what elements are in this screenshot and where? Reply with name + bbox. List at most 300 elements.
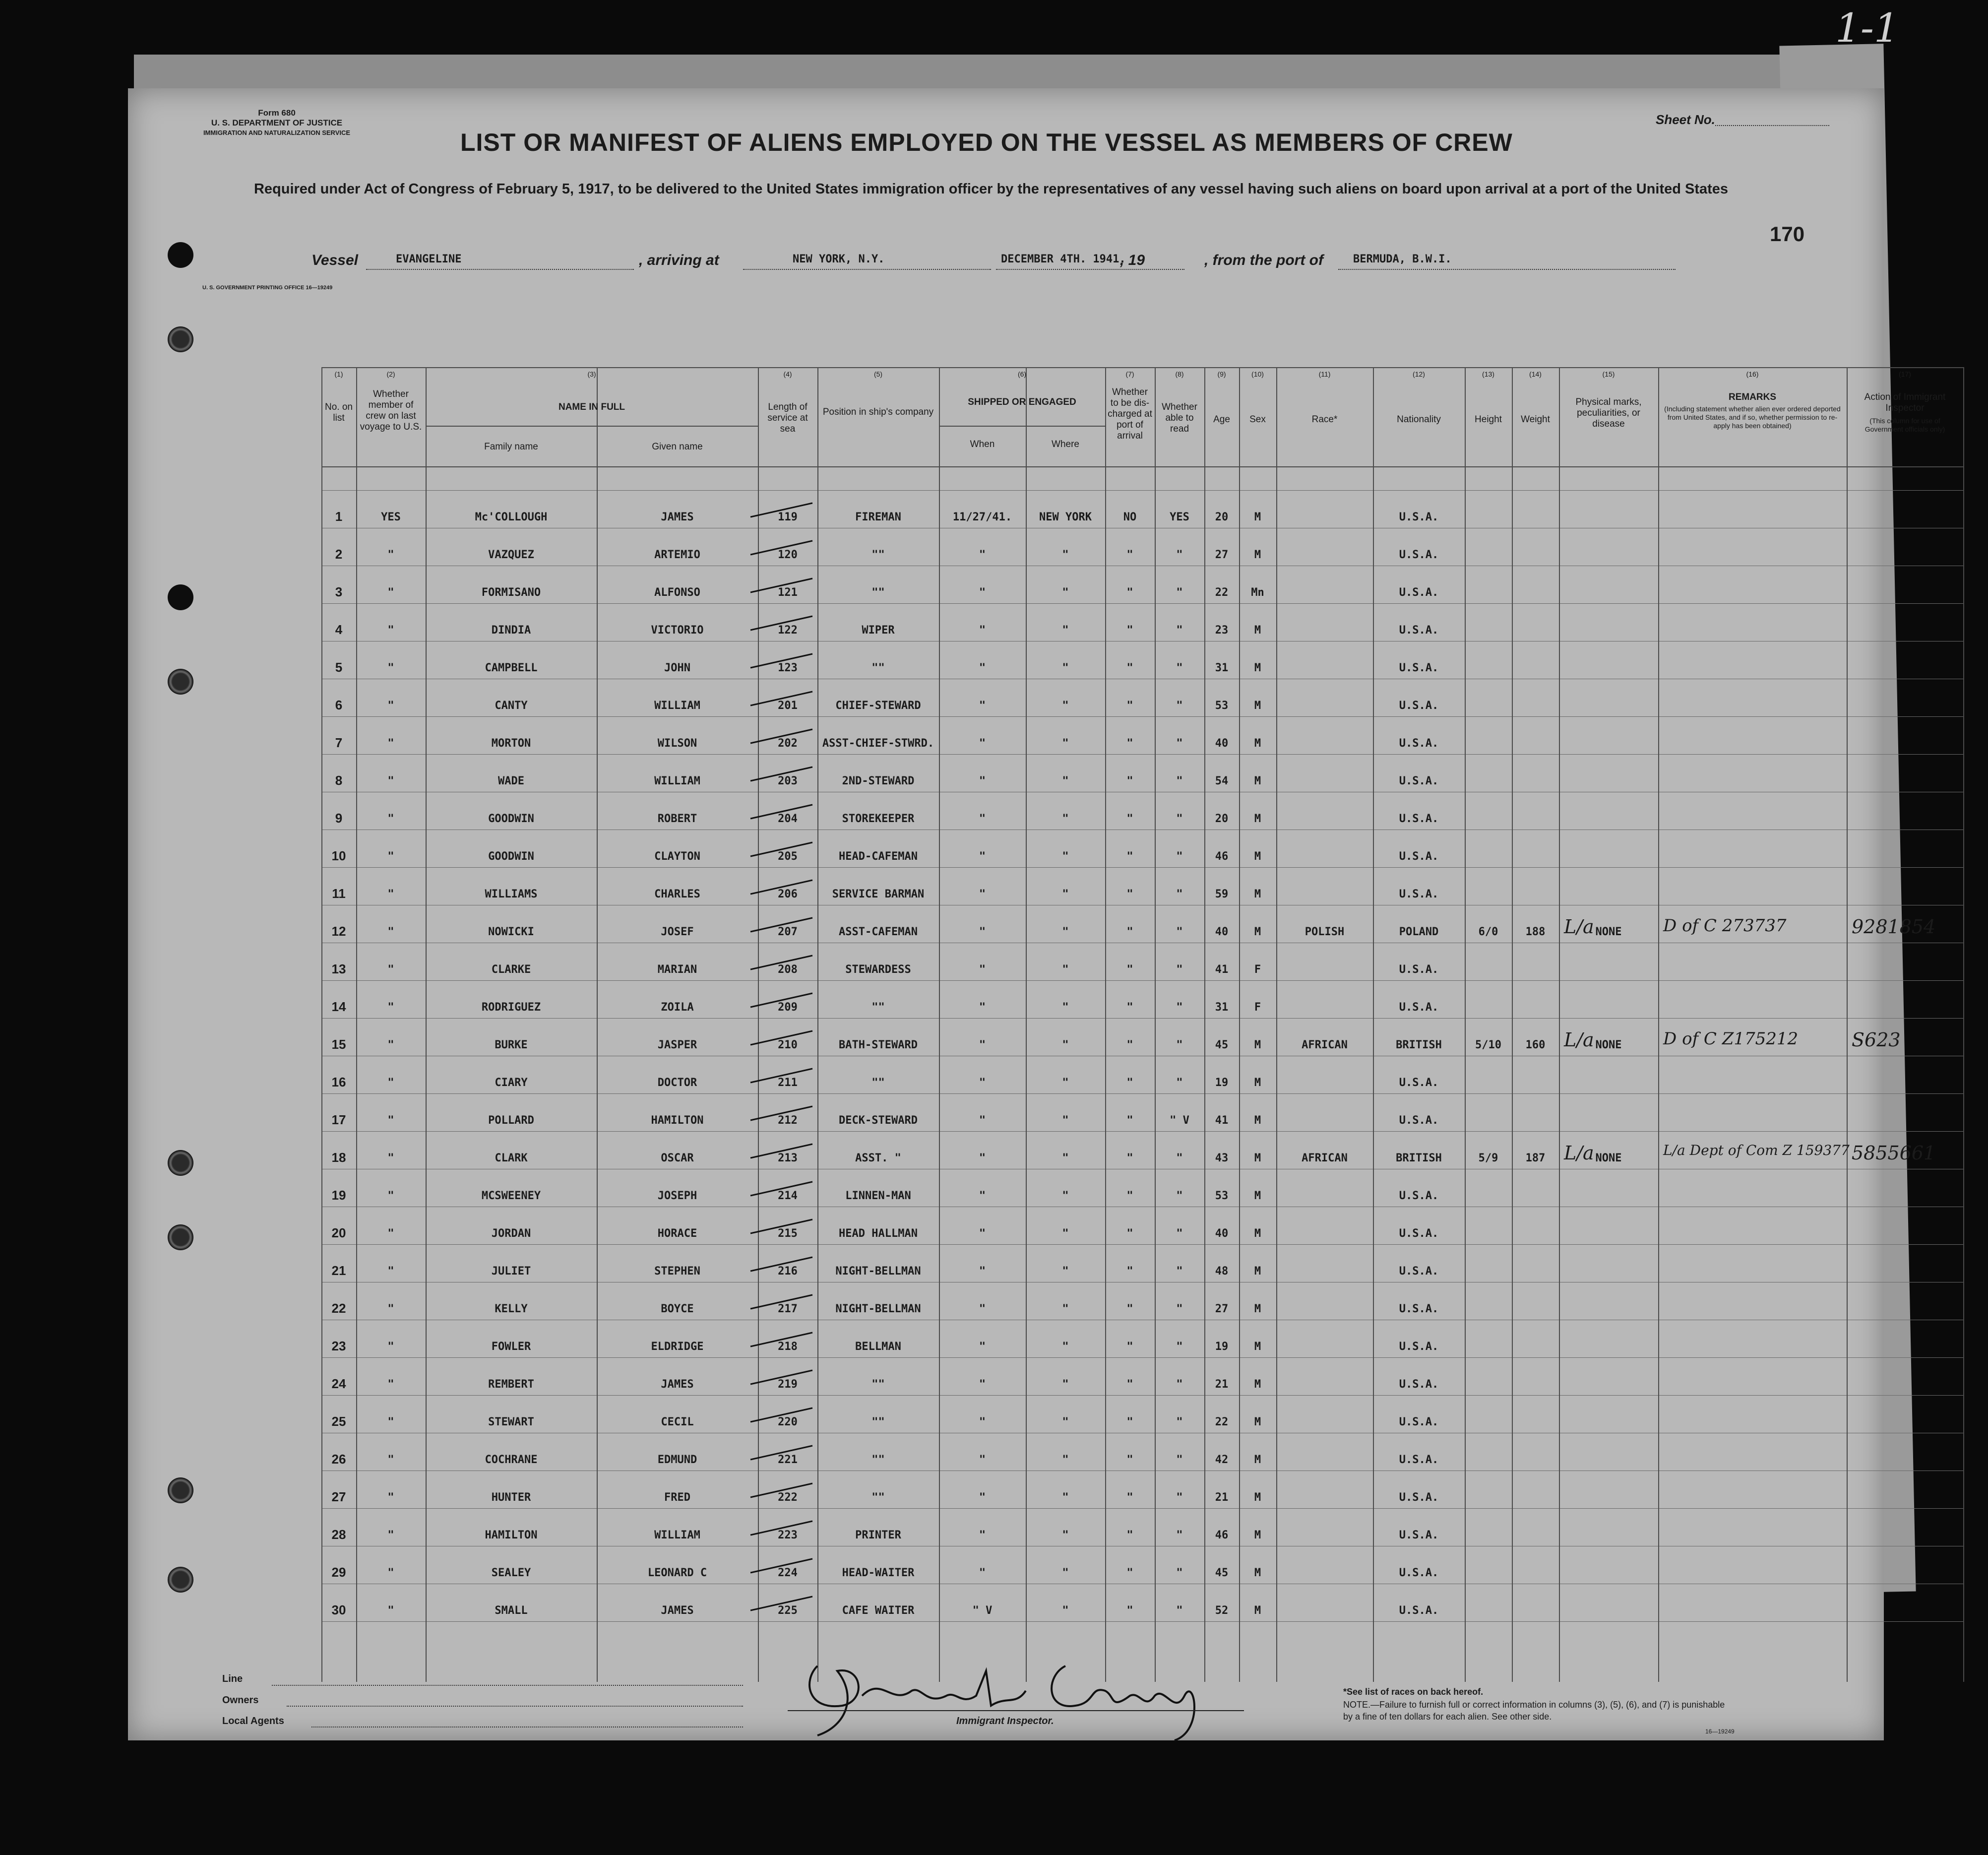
cell-no: 23 xyxy=(331,1339,346,1353)
cell-read: " xyxy=(1176,1529,1183,1541)
cell-service: 202 xyxy=(778,737,798,750)
cell-sex: M xyxy=(1254,1567,1261,1579)
cell-given: JASPER xyxy=(657,1039,697,1051)
check-mark xyxy=(748,576,817,595)
header-no-on-list: No. on list xyxy=(325,402,353,423)
cell-age: 40 xyxy=(1215,737,1229,750)
cell-physical: NONE xyxy=(1595,1039,1622,1051)
column-number: (4) xyxy=(783,370,792,378)
binder-hole xyxy=(168,1224,193,1250)
cell-age: 53 xyxy=(1215,700,1229,712)
cell-sex: M xyxy=(1254,737,1261,750)
cell-discharged: " xyxy=(1126,1114,1133,1127)
cell-member: " xyxy=(387,1001,394,1014)
cell-position: STEWARDESS xyxy=(845,963,911,976)
cell-read: " xyxy=(1176,888,1183,900)
cell-discharged: " xyxy=(1126,1529,1133,1541)
cell-member: " xyxy=(387,1454,394,1466)
header-able-read: Whether able to read xyxy=(1162,402,1197,434)
check-mark xyxy=(748,651,817,671)
handwritten-action-15: S623 xyxy=(1852,1029,1901,1051)
cell-member: " xyxy=(387,586,394,599)
column-number: (14) xyxy=(1529,370,1542,378)
cell-position: HEAD-WAITER xyxy=(842,1567,915,1579)
cell-sex: M xyxy=(1254,1416,1261,1428)
column-number: (8) xyxy=(1175,370,1184,378)
cell-when: " xyxy=(979,1265,986,1278)
cell-family: GOODWIN xyxy=(488,813,534,825)
cell-age: 21 xyxy=(1215,1491,1229,1504)
cell-member: " xyxy=(387,850,394,863)
cell-discharged: " xyxy=(1126,1454,1133,1466)
cell-given: FRED xyxy=(664,1491,690,1504)
cell-service: 206 xyxy=(778,888,798,900)
line-field xyxy=(272,1685,743,1686)
column-rule xyxy=(817,367,818,1682)
cell-nationality: U.S.A. xyxy=(1399,1604,1439,1617)
column-rule xyxy=(1963,367,1964,1682)
row-rule xyxy=(321,1357,1963,1358)
row-rule xyxy=(321,1621,1963,1622)
cell-age: 46 xyxy=(1215,1529,1229,1541)
cell-given: OSCAR xyxy=(661,1152,694,1164)
cell-family: SMALL xyxy=(495,1604,528,1617)
local-agents-label: Local Agents xyxy=(222,1716,284,1727)
cell-given: HAMILTON xyxy=(651,1114,704,1127)
column-number: (17) xyxy=(1899,370,1911,378)
cell-age: 20 xyxy=(1215,813,1229,825)
check-mark xyxy=(748,613,817,633)
cell-given: WILLIAM xyxy=(654,775,700,787)
cell-family: SEALEY xyxy=(491,1567,531,1579)
column-number: (13) xyxy=(1482,370,1494,378)
cell-no: 6 xyxy=(335,698,343,712)
check-mark xyxy=(748,1556,817,1576)
row-rule xyxy=(321,1244,1963,1245)
header-position: Position in ship's company xyxy=(822,407,934,417)
cell-given: CHARLES xyxy=(654,888,700,900)
cell-sex: F xyxy=(1254,963,1261,976)
cell-where: " xyxy=(1062,1416,1069,1428)
cell-where: " xyxy=(1062,1454,1069,1466)
cell-read: " xyxy=(1176,775,1183,787)
cell-service: 217 xyxy=(778,1303,798,1315)
from-port-line xyxy=(1338,269,1676,270)
cell-nationality: U.S.A. xyxy=(1399,1491,1439,1504)
cell-age: 53 xyxy=(1215,1190,1229,1202)
owners-field xyxy=(287,1706,743,1707)
cell-no: 18 xyxy=(331,1150,346,1165)
cell-discharged: " xyxy=(1126,1190,1133,1202)
cell-no: 5 xyxy=(335,660,343,675)
cell-no: 1 xyxy=(335,509,343,524)
cell-given: JOSEPH xyxy=(657,1190,697,1202)
cell-family: CANTY xyxy=(495,700,528,712)
cell-no: 2 xyxy=(335,547,343,562)
cell-service: 219 xyxy=(778,1378,798,1391)
cell-read: " xyxy=(1176,1303,1183,1315)
cell-when: " xyxy=(979,1114,986,1127)
cell-sex: M xyxy=(1254,1190,1261,1202)
owners-label: Owners xyxy=(222,1695,259,1706)
cell-where: " xyxy=(1062,1077,1069,1089)
cell-no: 12 xyxy=(331,924,346,939)
cell-height: 5/10 xyxy=(1475,1039,1501,1051)
row-rule xyxy=(321,1093,1963,1094)
cell-no: 29 xyxy=(331,1565,346,1580)
sheet-number: 170 xyxy=(1770,222,1805,246)
cell-sex: M xyxy=(1254,624,1261,637)
cell-read: " xyxy=(1176,1265,1183,1278)
cell-position: STOREKEEPER xyxy=(842,813,915,825)
cell-age: 31 xyxy=(1215,1001,1229,1014)
races-note: *See list of races on back hereof. xyxy=(1343,1687,1484,1697)
cell-discharged: " xyxy=(1126,813,1133,825)
cell-member: " xyxy=(387,1077,394,1089)
cell-sex: M xyxy=(1254,1529,1261,1541)
handwritten-remarks-18: L/a Dept of Com Z 159377 xyxy=(1663,1142,1850,1158)
check-mark xyxy=(748,726,817,746)
cell-service: 119 xyxy=(778,511,798,523)
cell-family: STEWART xyxy=(488,1416,534,1428)
handwritten-remarks-15: D of C Z175212 xyxy=(1663,1029,1799,1049)
binder-hole xyxy=(168,1477,193,1503)
header-nationality: Nationality xyxy=(1397,414,1441,425)
cell-family: KELLY xyxy=(495,1303,528,1315)
column-number: (7) xyxy=(1125,370,1134,378)
cell-family: FOWLER xyxy=(491,1341,531,1353)
cell-position: "" xyxy=(871,1077,885,1089)
cell-member: " xyxy=(387,1265,394,1278)
cell-nationality: U.S.A. xyxy=(1399,1454,1439,1466)
cell-given: CECIL xyxy=(661,1416,694,1428)
table-top-rule xyxy=(321,367,1963,368)
cell-read: " xyxy=(1176,1341,1183,1353)
cell-member: " xyxy=(387,1190,394,1202)
cell-family: MCSWEENEY xyxy=(481,1190,541,1202)
cell-no: 24 xyxy=(331,1376,346,1391)
cell-family: CLARKE xyxy=(491,963,531,976)
cell-position: BELLMAN xyxy=(855,1341,901,1353)
cell-family: CIARY xyxy=(495,1077,528,1089)
cell-height: 6/0 xyxy=(1478,926,1498,938)
cell-when: " xyxy=(979,1077,986,1089)
cell-discharged: " xyxy=(1126,1303,1133,1315)
cell-member: " xyxy=(387,662,394,674)
cell-given: EDMUND xyxy=(657,1454,697,1466)
cell-discharged: " xyxy=(1126,963,1133,976)
cell-nationality: U.S.A. xyxy=(1399,549,1439,561)
cell-where: " xyxy=(1062,549,1069,561)
cell-age: 42 xyxy=(1215,1454,1229,1466)
cell-family: HAMILTON xyxy=(485,1529,538,1541)
inspector-label: Immigrant Inspector. xyxy=(956,1716,1054,1727)
column-rule xyxy=(1204,367,1205,1682)
cell-given: WILSON xyxy=(657,737,697,750)
cell-service: 215 xyxy=(778,1227,798,1240)
cell-read: " xyxy=(1176,549,1183,561)
cell-sex: M xyxy=(1254,700,1261,712)
cell-no: 8 xyxy=(335,773,343,788)
cell-when: " xyxy=(979,1190,986,1202)
row-rule xyxy=(321,490,1963,491)
cell-member: " xyxy=(387,1529,394,1541)
cell-age: 45 xyxy=(1215,1039,1229,1051)
vessel-name: EVANGELINE xyxy=(396,253,462,265)
row-rule xyxy=(321,1508,1963,1509)
column-number: (10) xyxy=(1251,370,1264,378)
cell-sex: M xyxy=(1254,1114,1261,1127)
cell-service: 212 xyxy=(778,1114,798,1127)
cell-when: " xyxy=(979,1416,986,1428)
cell-family: VAZQUEZ xyxy=(488,549,534,561)
cell-service: 203 xyxy=(778,775,798,787)
manifest-page xyxy=(128,88,1946,1740)
header-sex: Sex xyxy=(1249,414,1266,425)
cell-service: 207 xyxy=(778,926,798,938)
check-mark xyxy=(748,953,817,972)
cell-age: 20 xyxy=(1215,511,1229,523)
cell-given: LEONARD C xyxy=(647,1567,707,1579)
column-number: (1) xyxy=(334,370,343,378)
header-discharged: Whether to be dis-charged at port of arrival xyxy=(1108,387,1152,441)
cell-no: 20 xyxy=(331,1225,346,1240)
cell-family: MORTON xyxy=(491,737,531,750)
cell-service: 225 xyxy=(778,1604,798,1617)
header-name-in-full: NAME IN FULL xyxy=(558,402,625,412)
cell-when: " xyxy=(979,624,986,637)
cell-service: 223 xyxy=(778,1529,798,1541)
header-remarks: REMARKS xyxy=(1728,392,1777,402)
cell-no: 14 xyxy=(331,999,346,1014)
check-mark xyxy=(748,1594,817,1613)
cell-age: 41 xyxy=(1215,1114,1229,1127)
page-subtitle: Required under Act of Congress of February 5, 1917, to be delivered to the United States immigration officer by the representatives of any vessel having such aliens on board upon arrival at a port of the United States xyxy=(253,181,1729,197)
cell-where: " xyxy=(1062,1114,1069,1127)
cell-sex: M xyxy=(1254,549,1261,561)
cell-sex: Mn xyxy=(1251,586,1264,599)
cell-service: 218 xyxy=(778,1341,798,1353)
cell-read: " xyxy=(1176,586,1183,599)
cell-member: " xyxy=(387,737,394,750)
cell-nationality: U.S.A. xyxy=(1399,1567,1439,1579)
header-physical: Physical marks, peculiarities, or disease xyxy=(1575,397,1642,429)
cell-read: " xyxy=(1176,926,1183,938)
cell-where: " xyxy=(1062,1491,1069,1504)
header-length-service: Length of service at sea xyxy=(767,402,808,434)
cell-sex: M xyxy=(1254,888,1261,900)
cell-age: 27 xyxy=(1215,1303,1229,1315)
cell-family: REMBERT xyxy=(488,1378,534,1391)
cell-position: HEAD-CAFEMAN xyxy=(839,850,918,863)
sheet-no-line xyxy=(1715,125,1829,126)
cell-sex: M xyxy=(1254,1227,1261,1240)
cell-read: " xyxy=(1176,1454,1183,1466)
header-age: Age xyxy=(1213,414,1230,425)
name-subheader-rule xyxy=(426,426,758,427)
cell-race: AFRICAN xyxy=(1302,1152,1348,1164)
column-number: (6) xyxy=(1017,370,1027,378)
cell-where: " xyxy=(1062,926,1069,938)
cell-member: " xyxy=(387,624,394,637)
cell-given: VICTORIO xyxy=(651,624,704,637)
cell-position: SERVICE BARMAN xyxy=(832,888,925,900)
cell-nationality: U.S.A. xyxy=(1399,1416,1439,1428)
cell-where: " xyxy=(1062,775,1069,787)
cell-age: 22 xyxy=(1215,586,1229,599)
cell-read: " xyxy=(1176,1077,1183,1089)
cell-physical: NONE xyxy=(1595,1152,1622,1164)
cell-discharged: " xyxy=(1126,1265,1133,1278)
cell-service: 222 xyxy=(778,1491,798,1504)
cell-member: " xyxy=(387,1114,394,1127)
cell-where: " xyxy=(1062,1039,1069,1051)
cell-given: WILLIAM xyxy=(654,1529,700,1541)
cell-age: 54 xyxy=(1215,775,1229,787)
cell-where: " xyxy=(1062,1341,1069,1353)
column-rule xyxy=(939,367,940,1682)
check-mark xyxy=(748,1141,817,1161)
header-height: Height xyxy=(1475,414,1502,425)
cell-service: 209 xyxy=(778,1001,798,1014)
check-mark xyxy=(748,1480,817,1500)
cell-nationality: U.S.A. xyxy=(1399,775,1439,787)
cell-family: NOWICKI xyxy=(488,926,534,938)
cell-discharged: " xyxy=(1126,1077,1133,1089)
cell-position: ASST-CAFEMAN xyxy=(839,926,918,938)
column-number: (12) xyxy=(1413,370,1425,378)
cell-nationality: U.S.A. xyxy=(1399,662,1439,674)
inspector-signature xyxy=(788,1636,1259,1750)
cell-given: STEPHEN xyxy=(654,1265,700,1278)
department-name: U. S. DEPARTMENT OF JUSTICE xyxy=(211,118,343,128)
check-mark xyxy=(748,1518,817,1538)
cell-service: 220 xyxy=(778,1416,798,1428)
from-port: BERMUDA, B.W.I. xyxy=(1353,253,1452,265)
cell-age: 27 xyxy=(1215,549,1229,561)
cell-where: " xyxy=(1062,888,1069,900)
cell-given: JOHN xyxy=(664,662,690,674)
cell-given: ELDRIDGE xyxy=(651,1341,704,1353)
cell-no: 19 xyxy=(331,1188,346,1203)
header-race: Race* xyxy=(1311,414,1338,425)
cell-member: " xyxy=(387,1227,394,1240)
row-rule xyxy=(321,1131,1963,1132)
cell-position: "" xyxy=(871,549,885,561)
check-mark xyxy=(748,802,817,822)
cell-read: " xyxy=(1176,1567,1183,1579)
cell-where: " xyxy=(1062,662,1069,674)
cell-nationality: U.S.A. xyxy=(1399,1114,1439,1127)
cell-where: " xyxy=(1062,624,1069,637)
cell-read: " xyxy=(1176,1491,1183,1504)
column-rule xyxy=(1658,367,1659,1682)
cell-age: 52 xyxy=(1215,1604,1229,1617)
cell-service: 208 xyxy=(778,963,798,976)
cell-age: 22 xyxy=(1215,1416,1229,1428)
cell-nationality: U.S.A. xyxy=(1399,737,1439,750)
cell-nationality: U.S.A. xyxy=(1399,624,1439,637)
cell-nationality: U.S.A. xyxy=(1399,850,1439,863)
cell-family: POLLARD xyxy=(488,1114,534,1127)
line-label: Line xyxy=(222,1673,243,1684)
cell-age: 43 xyxy=(1215,1152,1229,1164)
handwritten-physical-18: L/a xyxy=(1564,1142,1594,1164)
cell-no: 26 xyxy=(331,1452,346,1467)
cell-age: 41 xyxy=(1215,963,1229,976)
check-mark xyxy=(748,1367,817,1387)
cell-family: Mc'COLLOUGH xyxy=(475,511,548,523)
cell-member: " xyxy=(387,1491,394,1504)
cell-discharged: " xyxy=(1126,700,1133,712)
cell-where: " xyxy=(1062,1001,1069,1014)
check-mark xyxy=(748,764,817,784)
binder-hole xyxy=(168,1567,193,1593)
cell-discharged: " xyxy=(1126,549,1133,561)
column-rule xyxy=(1373,367,1374,1682)
header-shipped-engaged: SHIPPED OR ENGAGED xyxy=(968,397,1076,407)
service-name: IMMIGRATION AND NATURALIZATION SERVICE xyxy=(203,129,351,136)
cell-no: 27 xyxy=(331,1489,346,1504)
cell-position: NIGHT-BELLMAN xyxy=(835,1303,921,1315)
cell-when: " xyxy=(979,1039,986,1051)
handwritten-action-12: 9281854 xyxy=(1852,916,1936,938)
row-rule xyxy=(321,603,1963,604)
cell-member: " xyxy=(387,926,394,938)
cell-age: 21 xyxy=(1215,1378,1229,1391)
printing-office: U. S. GOVERNMENT PRINTING OFFICE 16—19249 xyxy=(202,285,333,291)
print-code: 16—19249 xyxy=(1705,1728,1735,1735)
cell-when: " V xyxy=(972,1604,993,1617)
cell-no: 4 xyxy=(335,622,343,637)
cell-position: FIREMAN xyxy=(855,511,901,523)
cell-no: 11 xyxy=(332,886,346,901)
column-rule xyxy=(1239,367,1240,1682)
cell-service: 120 xyxy=(778,549,798,561)
cell-read: " xyxy=(1176,1378,1183,1391)
cell-family: CLARK xyxy=(495,1152,528,1164)
cell-given: WILLIAM xyxy=(654,700,700,712)
cell-sex: M xyxy=(1254,511,1261,523)
cell-given: JAMES xyxy=(661,1378,694,1391)
cell-when: " xyxy=(979,1529,986,1541)
cell-given: ROBERT xyxy=(657,813,697,825)
arrival-port: NEW YORK, N.Y. xyxy=(793,253,885,265)
cell-member: " xyxy=(387,1341,394,1353)
cell-sex: M xyxy=(1254,1077,1261,1089)
cell-service: 211 xyxy=(778,1077,798,1089)
cell-discharged: " xyxy=(1126,1001,1133,1014)
cell-nationality: U.S.A. xyxy=(1399,700,1439,712)
cell-service: 123 xyxy=(778,662,798,674)
cell-position: "" xyxy=(871,586,885,599)
cell-where: " xyxy=(1062,1227,1069,1240)
cell-given: MARIAN xyxy=(657,963,697,976)
cell-given: JOSEF xyxy=(661,926,694,938)
cell-service: 204 xyxy=(778,813,798,825)
cell-member: " xyxy=(387,1303,394,1315)
column-rule xyxy=(1155,367,1156,1682)
cell-position: "" xyxy=(871,1491,885,1504)
cell-nationality: U.S.A. xyxy=(1399,1077,1439,1089)
arriving-label: , arriving at xyxy=(639,252,719,268)
cell-position: ASST-CHIEF-STWRD. xyxy=(822,737,934,750)
cell-sex: M xyxy=(1254,1454,1261,1466)
cell-nationality: U.S.A. xyxy=(1399,1001,1439,1014)
cell-read: " xyxy=(1176,813,1183,825)
form-number: Form 680 xyxy=(258,108,296,118)
cell-no: 30 xyxy=(331,1602,346,1617)
